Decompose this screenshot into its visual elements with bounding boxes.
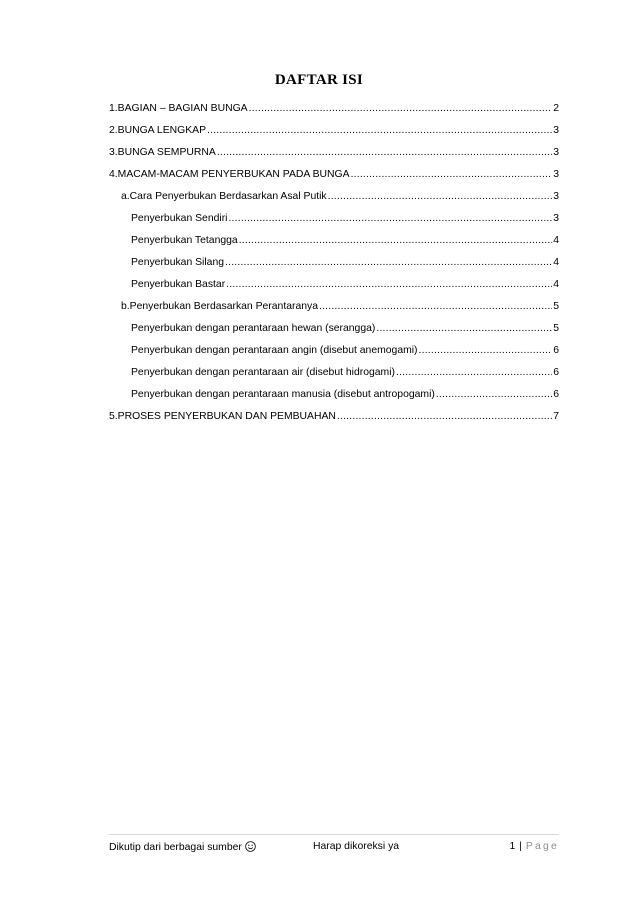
toc-entry[interactable] [109, 233, 559, 255]
toc-entry[interactable] [109, 167, 559, 189]
footer-center-note: Harap dikoreksi ya [313, 841, 400, 852]
toc-entry[interactable] [109, 255, 559, 277]
toc-page-number: 2 [553, 103, 559, 114]
toc-dot-leader [239, 233, 553, 249]
toc-entry-title: 3.BUNGA SEMPURNA [109, 147, 216, 158]
footer-page-indicator [509, 841, 559, 852]
footer-page-number: 1 [509, 841, 516, 852]
toc-entry-title: Penyerbukan dengan perantaraan manusia (disebut antropogami) [131, 389, 435, 400]
toc-entry-title: a.Cara Penyerbukan Berdasarkan Asal Putik [121, 191, 327, 202]
toc-entry-title: Penyerbukan dengan perantaraan angin (disebut anemogami) [131, 345, 418, 356]
toc-page-number: 3 [553, 147, 559, 158]
toc-dot-leader [249, 101, 553, 117]
toc-page-number: 7 [553, 411, 559, 422]
toc-page-number: 6 [553, 345, 559, 356]
toc-entry[interactable] [109, 409, 559, 431]
toc-dot-leader [436, 387, 552, 403]
toc-page-number: 4 [553, 279, 559, 290]
toc-page-number: 3 [553, 125, 559, 136]
toc-page-number: 3 [553, 169, 559, 180]
toc-entry-title: 2.BUNGA LENGKAP [109, 125, 207, 136]
toc-page-number: 4 [553, 257, 559, 268]
toc-page-number: 3 [553, 213, 559, 224]
toc-entry-title: Penyerbukan dengan perantaraan hewan (serangga) [131, 323, 376, 334]
toc-entry[interactable] [109, 211, 559, 233]
toc-entry[interactable] [109, 101, 559, 123]
toc-page-number: 5 [553, 301, 559, 312]
toc-entry-title: Penyerbukan Tetangga [131, 235, 238, 246]
footer-page-label: Page [525, 841, 559, 852]
toc-entry[interactable] [109, 365, 559, 387]
toc-entry[interactable] [109, 123, 559, 145]
toc-entry[interactable] [109, 387, 559, 409]
toc-entry-title: b.Penyerbukan Berdasarkan Perantaranya [121, 301, 318, 312]
toc-entry-title: Penyerbukan Sendiri [131, 213, 228, 224]
toc-entry[interactable] [109, 277, 559, 299]
toc-entry[interactable] [109, 321, 559, 343]
toc-dot-leader [228, 211, 552, 227]
footer-source-text: Dikutip dari berbagai sumber [109, 842, 242, 853]
toc-dot-leader [337, 409, 552, 425]
toc-page-number: 3 [553, 191, 559, 202]
toc-entry[interactable] [109, 299, 559, 321]
footer-separator: | [519, 841, 522, 852]
toc-entry-title: 5.PROSES PENYERBUKAN DAN PEMBUAHAN [109, 411, 336, 422]
toc-dot-leader [226, 277, 552, 293]
toc-dot-leader [351, 167, 553, 183]
toc-dot-leader [217, 145, 552, 161]
page-footer [109, 834, 559, 860]
toc-entry-title: Penyerbukan Silang [131, 257, 225, 268]
toc-entry[interactable] [109, 343, 559, 365]
toc-dot-leader [419, 343, 553, 359]
toc-entry-title: Penyerbukan dengan perantaraan air (disebut hidrogami) [131, 367, 395, 378]
toc-entry-title: 4.MACAM-MACAM PENYERBUKAN PADA BUNGA [109, 169, 350, 180]
toc-page-number: 6 [553, 367, 559, 378]
table-of-contents [109, 101, 559, 431]
toc-dot-leader [328, 189, 553, 205]
toc-entry[interactable] [109, 189, 559, 211]
toc-dot-leader [207, 123, 552, 139]
toc-dot-leader [396, 365, 552, 381]
toc-page-number: 4 [553, 235, 559, 246]
toc-entry-title: 1.BAGIAN – BAGIAN BUNGA [109, 103, 248, 114]
toc-entry[interactable] [109, 145, 559, 167]
page-title: DAFTAR ISI [274, 72, 364, 88]
smiley-icon [245, 841, 256, 855]
toc-page-number: 5 [553, 323, 559, 334]
toc-dot-leader [376, 321, 552, 337]
toc-dot-leader [319, 299, 552, 315]
footer-source-note [109, 841, 256, 855]
toc-entry-title: Penyerbukan Bastar [131, 279, 226, 290]
toc-page-number: 6 [553, 389, 559, 400]
toc-dot-leader [225, 255, 552, 271]
